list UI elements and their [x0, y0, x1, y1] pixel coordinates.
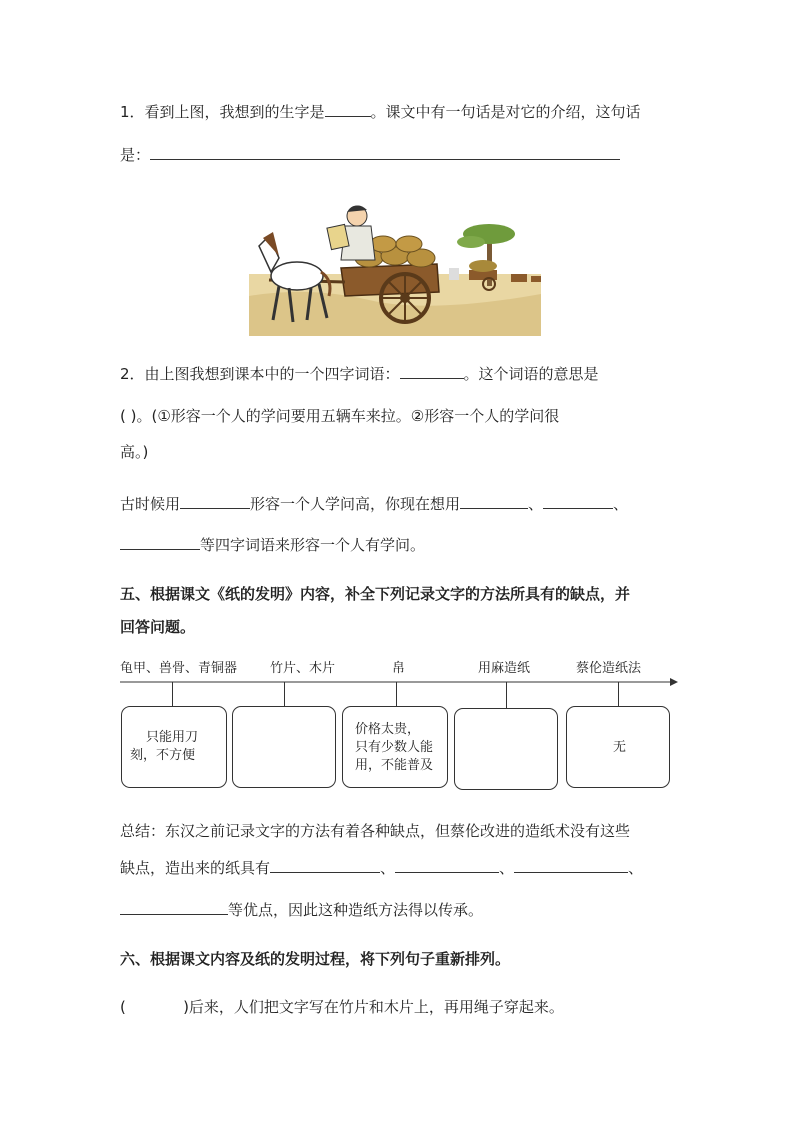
timeline-label-5: 蔡伦造纸法 — [576, 661, 642, 676]
summary-line2: 缺点，造出来的纸具有 、 、 、 — [120, 856, 643, 879]
timeline-tick-2 — [284, 682, 285, 706]
timeline-box-4-answer[interactable] — [454, 708, 558, 790]
section5-title-line1: 五、根据课文《纸的发明》内容，补全下列记录文字的方法所具有的缺点，并 — [120, 585, 631, 603]
q1-line2: 是： — [120, 143, 620, 166]
q2-line5: 等四字词语来形容一个人有学问。 — [120, 533, 425, 556]
q1-sentence-blank[interactable] — [150, 143, 620, 160]
q2-ancient-blank[interactable] — [180, 492, 250, 509]
q2-line3: 高。) — [120, 443, 149, 461]
summary-blank-2[interactable] — [395, 856, 499, 873]
timeline-box-2-answer[interactable] — [232, 706, 336, 788]
q2-line4: 古时候用 形容一个人学问高，你现在想用 、 、 — [120, 492, 628, 515]
section5-title-line2: 回答问题。 — [120, 618, 196, 636]
timeline-arrow — [120, 676, 680, 688]
timeline-box-5: 无 — [566, 706, 670, 788]
summary-blank-4[interactable] — [120, 898, 228, 915]
q2-idiom-blank-3[interactable] — [120, 533, 200, 550]
timeline-label-1: 龟甲、兽骨、青铜器 — [120, 661, 238, 676]
timeline-tick-5 — [618, 682, 619, 706]
q1-line1: 1．看到上图，我想到的生字是 。课文中有一句话是对它的介绍，这句话 — [120, 100, 641, 123]
summary-line3: 等优点，因此这种造纸方法得以传承。 — [120, 898, 483, 921]
timeline-tick-3 — [396, 682, 397, 706]
order-paren-1[interactable]: ( ) — [120, 998, 189, 1016]
q2-idiom-blank-1[interactable] — [460, 492, 528, 509]
summary-line1: 总结：东汉之前记录文字的方法有着各种缺点，但蔡伦改进的造纸术没有这些 — [120, 822, 631, 840]
q2-line1: 2．由上图我想到课本中的一个四字词语： 。这个词语的意思是 — [120, 362, 599, 385]
timeline-label-4: 用麻造纸 — [478, 661, 531, 676]
q2-line2: ( )。(①形容一个人的学问要用五辆车来拉。②形容一个人的学问很 — [120, 407, 560, 425]
timeline-tick-4 — [506, 682, 507, 708]
timeline-label-2: 竹片、木片 — [270, 661, 336, 676]
q1-char-blank[interactable] — [325, 100, 371, 117]
section6-title: 六、根据课文内容及纸的发明过程，将下列句子重新排列。 — [120, 950, 511, 968]
section6-item1: ( )后来，人们把文字写在竹片和木片上，再用绳子穿起来。 — [120, 998, 564, 1016]
timeline-box-1: 只能用刀 刻，不方便 — [121, 706, 227, 788]
q2-idiom-blank-2[interactable] — [543, 492, 613, 509]
summary-blank-1[interactable] — [270, 856, 380, 873]
scholar-with-five-carts-illustration — [249, 196, 541, 336]
timeline-label-3: 帛 — [392, 661, 406, 676]
q2-idiom-blank[interactable] — [400, 362, 464, 379]
summary-blank-3[interactable] — [514, 856, 628, 873]
timeline-box-3: 价格太贵， 只有少数人能 用，不能普及 — [342, 706, 448, 788]
timeline-tick-1 — [172, 682, 173, 706]
